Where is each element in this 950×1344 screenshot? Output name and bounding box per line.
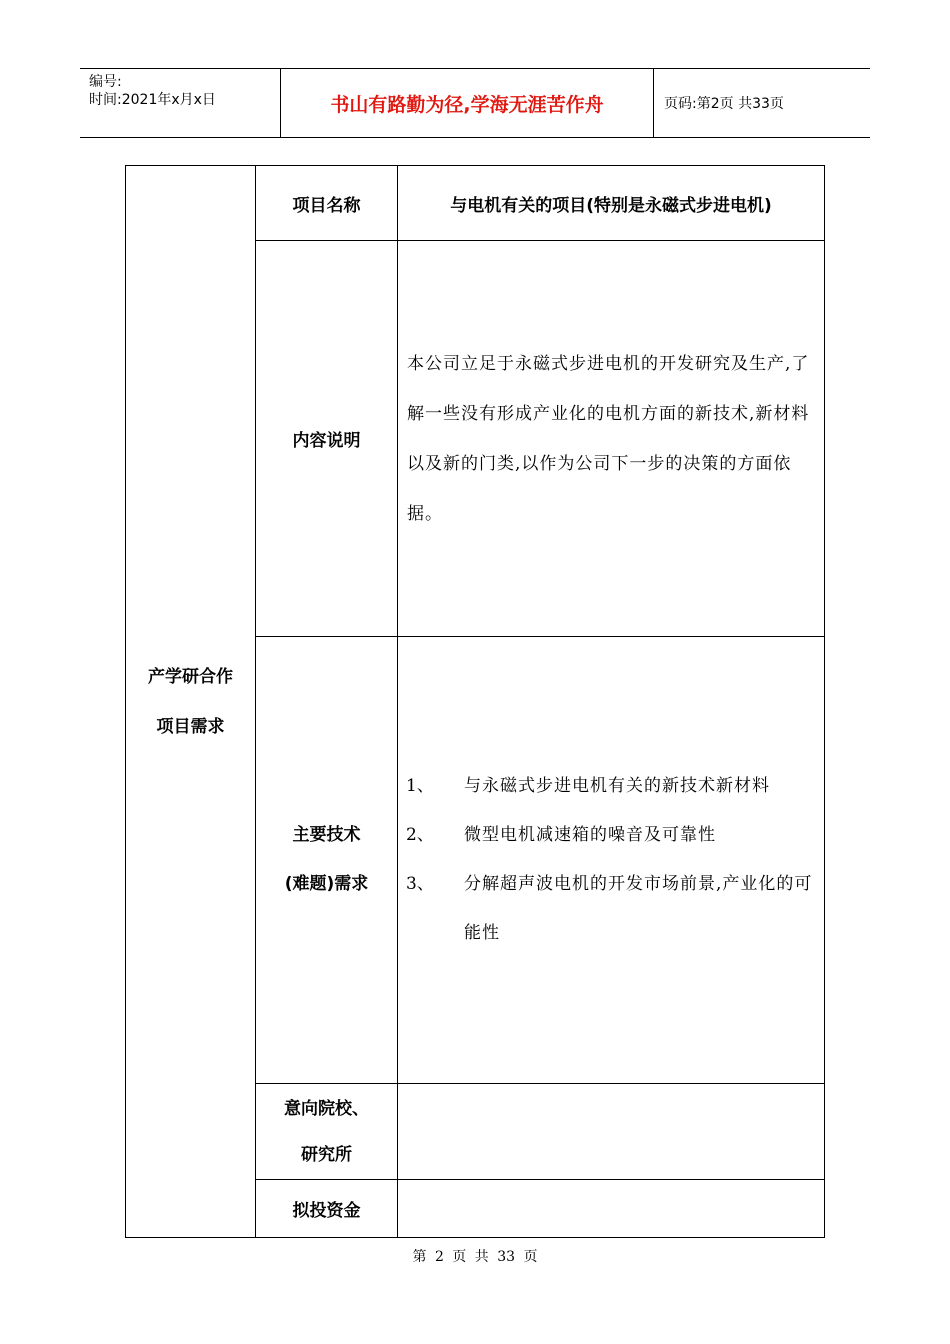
- time-label: 时间:2021年x月x日: [89, 92, 216, 108]
- list-item-text: 与永磁式步进电机有关的新技术新材料: [464, 776, 770, 796]
- section-label-line1: 产学研合作: [148, 666, 233, 687]
- content-description: 本公司立足于永磁式步进电机的开发研究及生产,了解一些没有形成产业化的电机方面的新技术,新材料以及新的门类,以作为公司下一步的决策的方面依据。: [407, 353, 810, 524]
- content-cell: [398, 241, 825, 637]
- list-item-number: 1、: [406, 776, 434, 796]
- project-name-value: 与电机有关的项目(特别是永磁式步进电机): [398, 166, 825, 241]
- list-item-number: 2、: [406, 825, 434, 845]
- tech-label-line1: 主要技术: [292, 825, 361, 845]
- tech-label-cell: [256, 637, 398, 1084]
- list-item-number: 3、: [406, 874, 434, 894]
- section-label-line2: 项目需求: [156, 716, 225, 737]
- section-label-cell: [126, 166, 256, 1238]
- tech-requirements-cell: [398, 637, 825, 1084]
- list-item: [398, 811, 824, 860]
- page-footer: 第 2 页 共 33 页: [412, 1249, 538, 1265]
- page-header: [80, 68, 870, 138]
- funding-label: 拟投资金: [256, 1180, 398, 1238]
- list-item-text: 微型电机减速箱的噪音及可靠性: [464, 825, 716, 845]
- institution-label-line1: 意向院校、: [284, 1098, 369, 1119]
- list-item-text: 分解超声波电机的开发市场前景,产业化的可能性: [464, 874, 813, 943]
- institution-label-cell: [256, 1084, 398, 1180]
- content-label: 内容说明: [256, 241, 398, 637]
- list-item: [398, 860, 824, 958]
- institution-label-line2: 研究所: [301, 1144, 352, 1165]
- funding-value: [398, 1180, 825, 1238]
- tech-label-line2: (难题)需求: [284, 874, 369, 894]
- project-name-label: 项目名称: [256, 166, 398, 241]
- header-page-info: 页码:第2页 共33页: [664, 96, 784, 112]
- list-item: [398, 762, 824, 811]
- institution-value: [398, 1084, 825, 1180]
- header-meta: [80, 69, 281, 137]
- project-requirements-table: [125, 165, 825, 1238]
- number-label: 编号:: [89, 74, 122, 90]
- header-motto: 书山有路勤为径,学海无涯苦作舟: [281, 69, 654, 137]
